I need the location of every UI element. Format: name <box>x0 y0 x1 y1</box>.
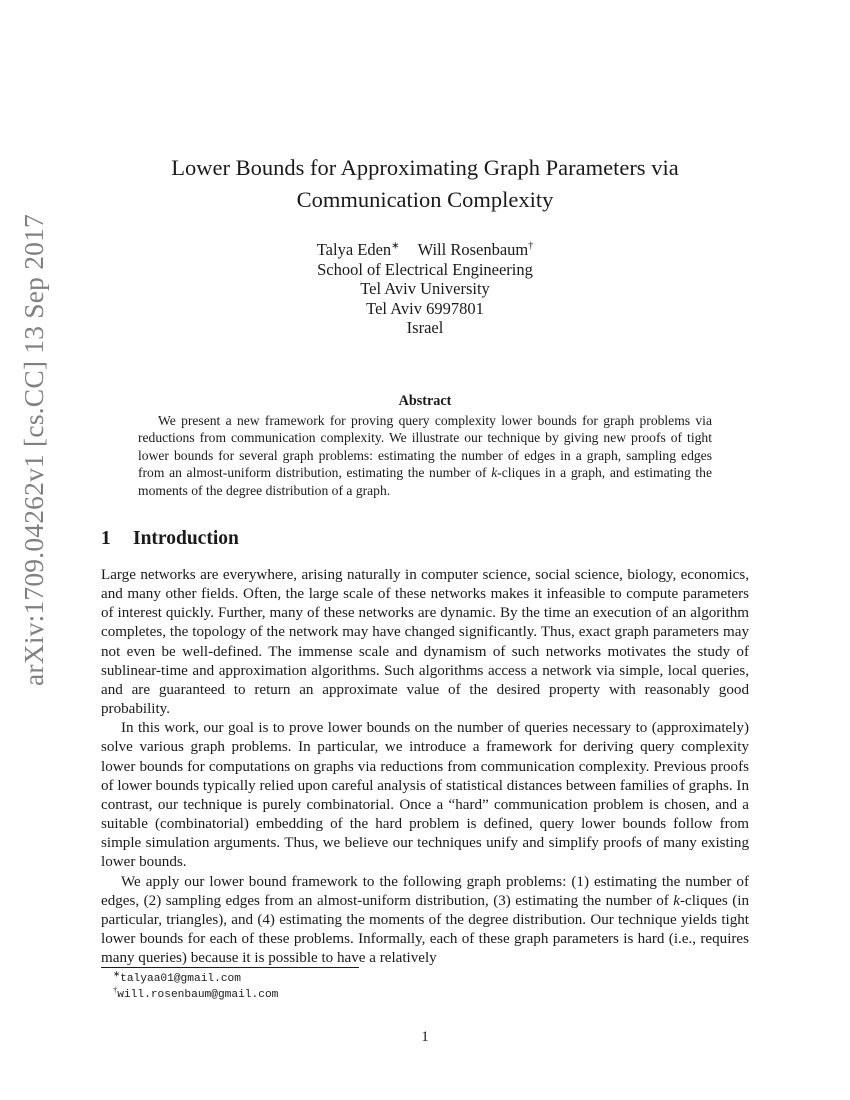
abstract-body: We present a new framework for proving query complexity lower bounds for graph problems via reductions from communication complexity. We illustrate our technique by giving new proofs of tight lower bounds for several graph problems: estimating the number of edges in a graph, sampling edges from an almost-uniform distribution, estimating the number of k-cliques in a graph, and estimating the moments of the degree distribution of a graph. <box>138 413 713 498</box>
section-number: 1 <box>101 528 111 549</box>
affiliation-line: Israel <box>406 318 444 337</box>
section-title: Introduction <box>133 528 239 549</box>
author-1-mark: ∗ <box>391 240 400 252</box>
paragraph: We apply our lower bound framework to the following graph problems: (1) estimating the number of edges, (2) sampling edges from an almost-uniform distribution, (3) estimating the number of k-cliques (in particular, triangles), and (4) estimating the moments of the degree distribution. Our technique yields tight lower bounds for each of these problems. Informally, each of these graph parameters is hard (i.e., requires many queries) because it is possible to have a relatively <box>101 873 750 967</box>
author-1: Talya Eden <box>316 240 392 259</box>
author-names <box>100 240 750 260</box>
footnote: †will.rosenbaum@gmail.com <box>113 984 279 1001</box>
title-line-1: Lower Bounds for Approximating Graph Parameters via <box>171 155 679 180</box>
author-2: Will Rosenbaum <box>417 240 529 259</box>
page-number: 1 <box>421 1029 429 1045</box>
footnote-email-link[interactable]: talyaa01@gmail.com <box>120 973 241 985</box>
paragraph: Large networks are everywhere, arising naturally in computer science, social science, biology, economics, and many other fields. Often, the large scale of these networks makes it infeasible to compute parameters of interest quickly. Further, many of these networks are dynamic. By the time an execution of an algorithm completes, the topology of the network may have changed significantly. Thus, exact graph parameters may not even be well-defined. The immense scale and dynamism of such networks motivates the study of sublinear-time and approximation algorithms. Such algorithms access a network via simple, local queries, and are guaranteed to return an approximate value of the desired property with reasonably good probability. <box>101 567 749 718</box>
abstract-heading: Abstract <box>398 393 452 409</box>
author-block <box>100 240 750 338</box>
introduction-body <box>101 566 749 968</box>
affiliation-line: Tel Aviv University <box>360 279 490 298</box>
affiliation-line: Tel Aviv 6997801 <box>366 298 484 318</box>
title-line-2: Communication Complexity <box>296 187 554 212</box>
arxiv-side-stamp: arXiv:1709.04262v1 [cs.CC] 13 Sep 2017 <box>18 213 49 686</box>
footnote: ∗talyaa01@gmail.com <box>113 968 241 985</box>
author-2-mark: † <box>528 240 534 252</box>
section-heading <box>101 527 239 551</box>
footnote-rule <box>101 967 359 968</box>
footnotes <box>113 968 279 1003</box>
footnote-email-link[interactable]: will.rosenbaum@gmail.com <box>117 989 279 1001</box>
paragraph: In this work, our goal is to prove lower bounds on the number of queries necessary to (approximately) solve various graph problems. In particular, we introduce a framework for deriving query complexity lower bounds for computations on graphs via reductions from communication complexity. Previous proofs of lower bounds typically relied upon careful analysis of statistical distances between families of graphs. In contrast, our technique is purely combinatorial. Once a “hard” communication problem is chosen, and a suitable (combinatorial) embedding of the hard problem is defined, query lower bounds follow from simple simulation arguments. Thus, we believe our techniques unify and simplify proofs of many existing lower bounds. <box>101 720 749 871</box>
affiliation-line: School of Electrical Engineering <box>317 259 533 279</box>
paper-title <box>100 152 750 216</box>
